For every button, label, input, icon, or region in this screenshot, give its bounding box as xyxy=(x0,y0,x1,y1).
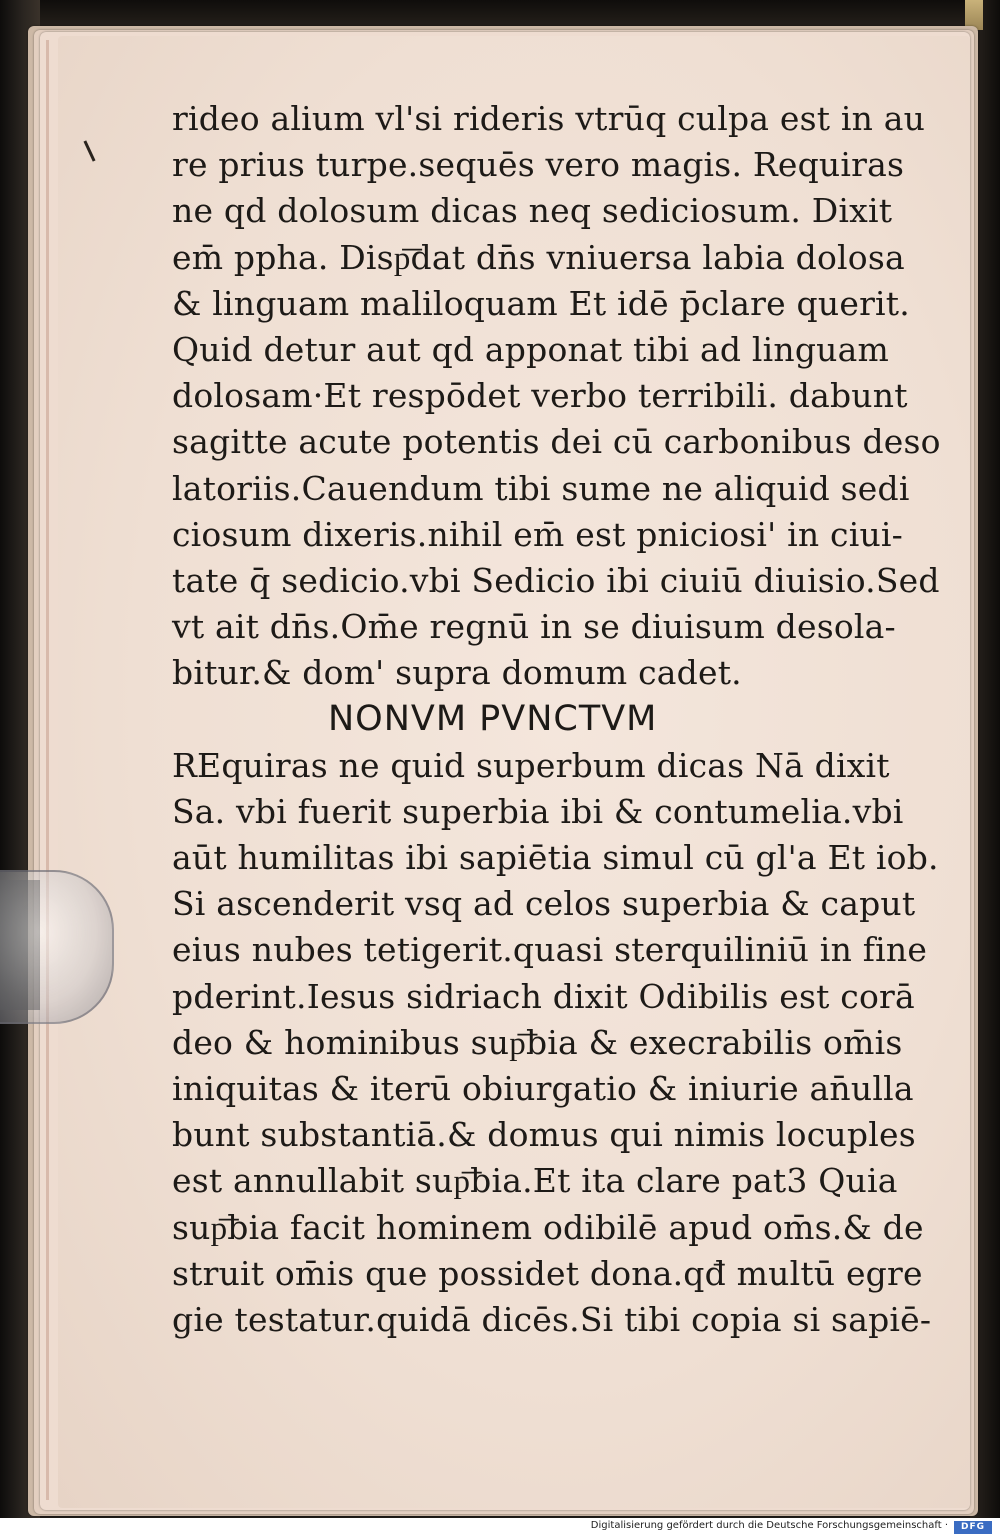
text-line: eius nubes tetigerit.quasi sterquiliniū in fine xyxy=(172,930,928,970)
text-line: Sa. vbi fuerit superbia ibi & contumelia.vbi xyxy=(172,791,904,831)
text-line: & linguam maliloquam Et idē p̄clare querit. xyxy=(172,283,910,323)
text-line: sup͞bia facit hominem odibilē apud om̄s.& de xyxy=(172,1207,924,1247)
gutter-line xyxy=(46,40,49,1500)
text-line: bunt substantiā.& domus qui nimis locuples xyxy=(172,1115,916,1155)
text-line: latoriis.Cauendum tibi sume ne aliquid sedi xyxy=(172,468,910,508)
text-line: rideo alium vl'si rideris vtrūq culpa est in au xyxy=(172,99,926,138)
section-heading: NONVM PVNCTVM xyxy=(328,699,658,740)
text-line: iniquitas & iterū obiurgatio & iniurie an̄ulla xyxy=(172,1068,914,1108)
text-line: Si ascenderit vsq ad celos superbia & caput xyxy=(172,884,916,924)
dfg-logo[interactable]: DFG xyxy=(954,1521,992,1534)
text-line: struit om̄is que possidet dona.qđ multū egre xyxy=(172,1253,923,1293)
text-line: dolosam·Et respōdet verbo terribili. dabunt xyxy=(172,376,908,416)
text-line: REquiras ne quid superbum dicas Nā dixit xyxy=(172,745,890,785)
text-line: pderint.Iesus sidriach dixit Odibilis est corā xyxy=(172,976,915,1016)
funding-credit: Digitalisierung gefördert durch die Deutsche Forschungsgemeinschaft · xyxy=(590,1520,948,1531)
text-line: deo & hominibus sup͞bia & execrabilis om̄is xyxy=(172,1022,903,1062)
text-line: ciosum dixeris.nihil em̄ est pniciosi' in ciui- xyxy=(172,514,904,554)
text-line: vt ait dn̄s.Om̄e regnū in se diuisum desola- xyxy=(172,607,896,647)
page-clip xyxy=(0,870,114,1024)
text-line: aūt humilitas ibi sapiētia simul cū gl'a Et iob. xyxy=(172,838,939,877)
footer-bar xyxy=(0,1518,1000,1538)
text-line: ne qd dolosum dicas neq sediciosum. Dixit xyxy=(172,191,893,231)
text-line: re prius turpe.sequēs vero magis. Requiras xyxy=(172,145,905,185)
text-line: bitur.& dom' supra domum cadet. xyxy=(172,653,742,693)
text-line: em̄ ppha. Disp͞dat dn̄s vniuersa labia dolosa xyxy=(172,237,905,277)
text-line: est annullabit sup͞bia.Et ita clare pat3 Quia xyxy=(172,1161,898,1201)
page-text xyxy=(172,96,942,1343)
text-line: sagitte acute potentis dei cū carbonibus deso xyxy=(172,422,941,462)
text-line: gie testatur.quidā dicēs.Si tibi copia si sapiē- xyxy=(172,1299,932,1339)
text-line: Quid detur aut qd apponat tibi ad linguam xyxy=(172,329,889,369)
text-line: tate q̄ sedicio.vbi Sedicio ibi ciuiū diuisio.Sed xyxy=(172,560,940,600)
